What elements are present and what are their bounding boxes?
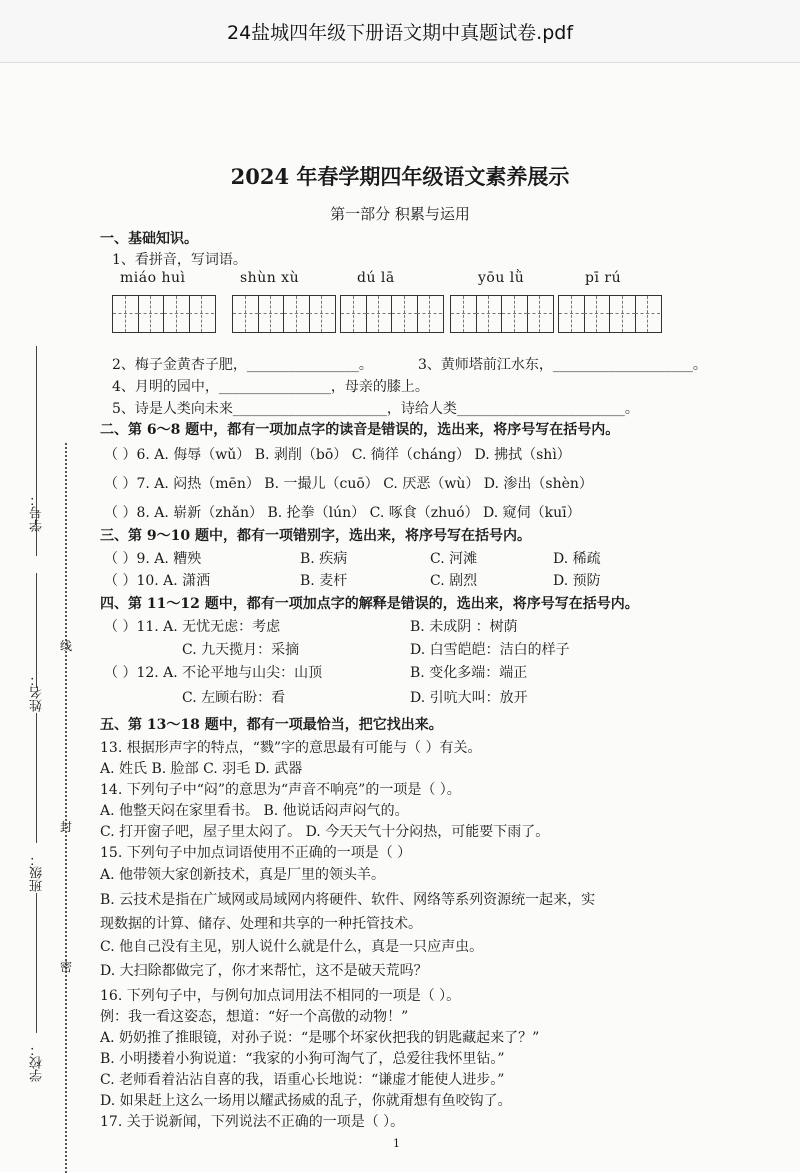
q9-d: D. 稀疏 <box>553 551 601 567</box>
section-3-heading: 三、第 9～10 题中，都有一项错别字，选出来，将序号写在括号内。 <box>100 528 531 544</box>
s5-line-11: D. 大扫除都做完了，你才来帮忙，这不是破天荒吗？ <box>100 963 428 979</box>
q5-text: 5、诗是人类向未来______________________，诗给人类________________________。 <box>112 401 639 417</box>
q12-c: C. 左顾右盼：看 <box>182 690 286 706</box>
section-2-heading: 二、第 6～8 题中，都有一项加点字的读音是错误的，选出来，将序号写在括号内。 <box>100 422 620 438</box>
pinyin-5: pī rú <box>585 270 622 286</box>
q8-row: （ ）8. A. 崭新（zhǎn） B. 抡拳（lún） C. 啄食（zhuó） D. 窥伺（kuī） <box>104 505 581 521</box>
window-title-bar <box>0 0 800 63</box>
section-4-heading: 四、第 11～12 题中，都有一项加点字的解释是错误的，选出来，将序号写在括号内。 <box>100 596 639 612</box>
q11-d: D. 白雪皑皑：洁白的样子 <box>410 642 570 658</box>
q7-row: （ ）7. A. 闷热（mēn） B. 一撮儿（cuō） C. 厌恶（wù） D. 渗出（shèn） <box>104 476 593 492</box>
s5-line-5: C. 打开窗子吧，屋子里太闷了。 D. 今天天气十分闷热，可能要下雨了。 <box>100 824 550 840</box>
pinyin-4: yōu lǜ <box>478 270 525 286</box>
q11-a: （ ）11. A. 无忧无虑：考虑 <box>104 619 281 635</box>
q10-d: D. 预防 <box>553 573 601 589</box>
xingming-label: 姓名： <box>30 673 45 712</box>
writing-grid-4[interactable] <box>450 295 554 333</box>
part-title: 第一部分 积累与运用 <box>330 205 470 223</box>
s5-line-6: 15. 下列句子中加点词语使用不正确的一项是（ ） <box>100 845 412 861</box>
q10-a: （ ）10. A. 潇洒 <box>104 573 211 589</box>
q10-c: C. 剧烈 <box>430 573 478 589</box>
window-title: 24盐城四年级下册语文期中真题试卷.pdf <box>226 22 574 44</box>
q2-text: 2、梅子金黄杏子肥，________________。 <box>112 357 373 373</box>
section-1-heading: 一、基础知识。 <box>100 231 198 247</box>
seal-mark-xian: 线 <box>60 639 73 653</box>
s5-line-17: D. 如果赶上这么一场用以耀武扬威的乱子，你就甭想有鱼咬钩了。 <box>100 1093 512 1109</box>
seal-mark-feng: 封 <box>60 820 73 834</box>
banji-label: 班级： <box>30 853 45 892</box>
q12-a: （ ）12. A. 不论平地与山尖：山顶 <box>104 665 323 681</box>
q12-d: D. 引吭大叫：放开 <box>410 690 528 706</box>
writing-grid-3[interactable] <box>340 295 444 333</box>
s5-line-8: B. 云技术是指在广域网或局域网内将硬件、软件、网络等系列资源统一起来，实 <box>100 892 596 908</box>
q1-text: 1、看拼音，写词语。 <box>112 252 247 268</box>
s5-line-15: B. 小明搂着小狗说道：“我家的小狗可淘气了，总爱往我怀里钻。” <box>100 1051 505 1067</box>
xuexiao-label: 学校： <box>30 1043 45 1082</box>
s5-line-14: A. 奶奶推了推眼镜，对孙子说：“是哪个坏家伙把我的钥匙藏起来了？” <box>100 1030 540 1046</box>
section-5-heading: 五、第 13～18 题中，都有一项最恰当，把它找出来。 <box>100 717 443 733</box>
s5-line-2: A. 姓氏 B. 脸部 C. 羽毛 D. 武器 <box>100 761 303 777</box>
s5-line-18: 17. 关于说新闻，下列说法不正确的一项是（ ）。 <box>100 1114 405 1130</box>
s5-line-10: C. 他自己没有主见，别人说什么就是什么，真是一只应声虫。 <box>100 939 484 955</box>
xuexiao-line <box>36 893 37 1033</box>
page-number: 1 <box>393 1137 400 1150</box>
q10-b: B. 麦杆 <box>300 573 348 589</box>
banji-line <box>36 713 37 843</box>
pinyin-2: shùn xù <box>240 270 300 286</box>
s5-line-13: 例：我一看这姿态，想道：“好一个高傲的动物！” <box>100 1009 409 1025</box>
q3-text: 3、黄师塔前江水东，____________________。 <box>418 357 707 373</box>
writing-grid-5[interactable] <box>558 295 662 333</box>
q11-b: B. 未成阴 ：树荫 <box>410 619 518 635</box>
q4-text: 4、月明的园中，________________，母亲的膝上。 <box>112 379 429 395</box>
s5-line-1: 13. 根据形声字的特点，“戮”字的意思最有可能与（ ）有关。 <box>100 740 482 756</box>
seal-mark-mi: 密 <box>60 960 73 974</box>
writing-grid-1[interactable] <box>112 295 216 333</box>
writing-grid-2[interactable] <box>232 295 336 333</box>
exam-title: 2024 年春学期四年级语文素养展示 <box>230 164 570 189</box>
exam-page <box>0 63 800 1172</box>
q6-row: （ ）6. A. 侮辱（wǔ） B. 剥削（bō） C. 徜徉（cháng） D. 拂拭（shì） <box>104 447 571 463</box>
s5-line-16: C. 老师看着沾沾自喜的我，语重心长地说：“谦虚才能使人进步。” <box>100 1072 505 1088</box>
q12-b: B. 变化多端：端正 <box>410 665 528 681</box>
s5-line-4: A. 他整天闷在家里看书。 B. 他说话闷声闷气的。 <box>100 803 409 819</box>
pinyin-3: dú lā <box>357 270 395 286</box>
q9-b: B. 疾病 <box>300 551 348 567</box>
s5-line-9: 现数据的计算、储存、处理和共享的一种托管技术。 <box>100 916 422 932</box>
xuehao-label: 学号： <box>30 493 45 532</box>
seal-dotted-line <box>65 443 67 1173</box>
xingming-line <box>36 573 37 688</box>
q9-c: C. 河滩 <box>430 551 478 567</box>
pinyin-1: miáo huì <box>120 270 186 286</box>
q9-a: （ ）9. A. 糟殃 <box>104 551 202 567</box>
q11-c: C. 九天揽月：采摘 <box>182 642 300 658</box>
s5-line-3: 14. 下列句子中“闷”的意思为“声音不响亮”的一项是（ ）。 <box>100 782 461 798</box>
s5-line-7: A. 他带领大家创新技术，真是厂里的领头羊。 <box>100 867 386 883</box>
s5-line-12: 16. 下列句子中，与例句加点词用法不相同的一项是（ ）。 <box>100 988 461 1004</box>
